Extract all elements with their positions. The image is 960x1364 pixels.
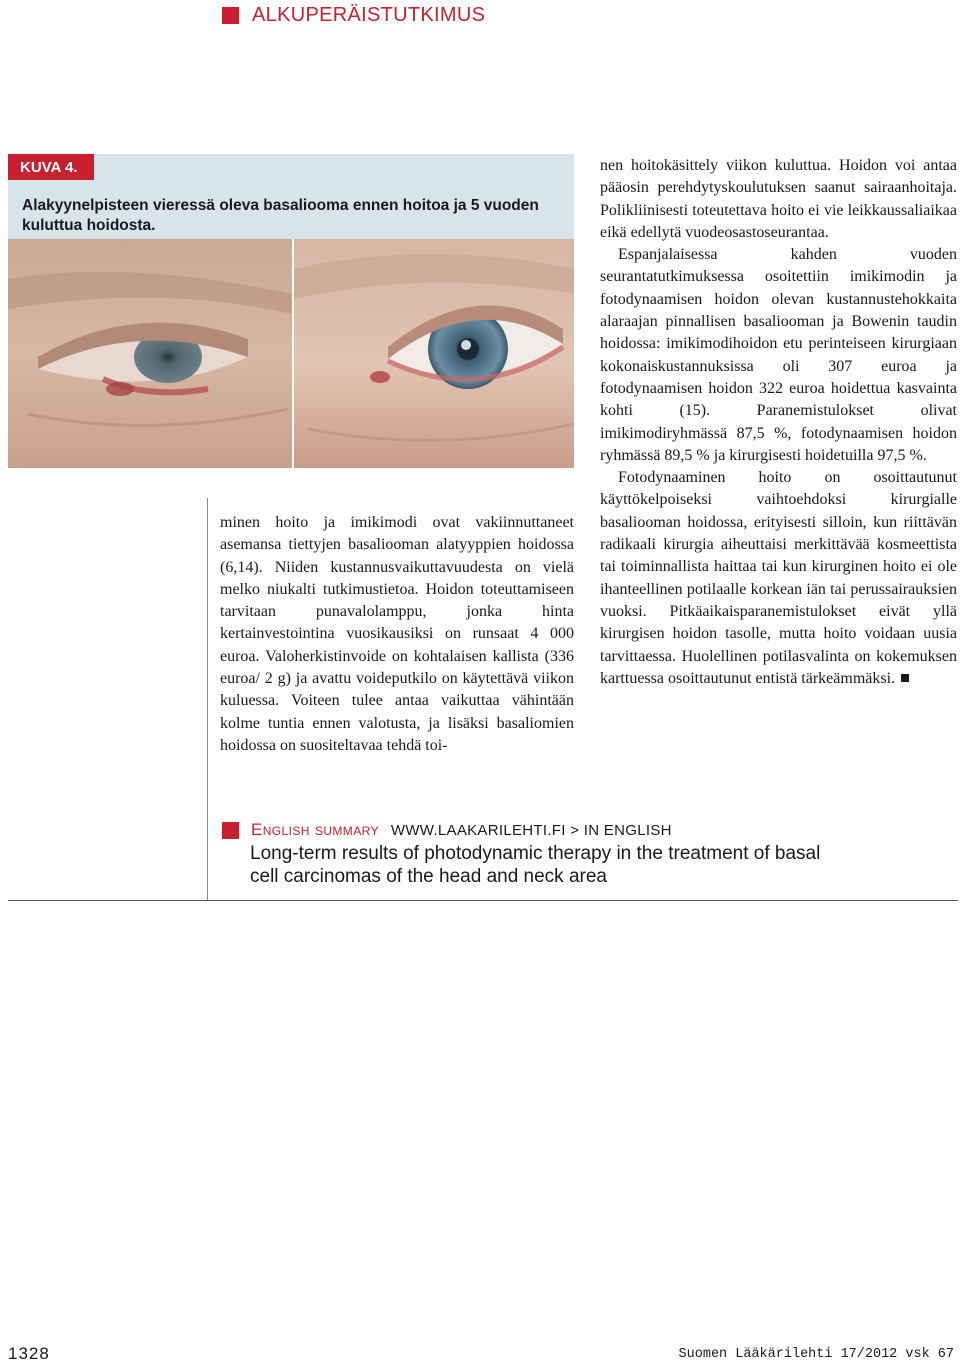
right-column (600, 155, 957, 690)
journal-info: Suomen Lääkärilehti 17/2012 vsk 67 (678, 1347, 954, 1362)
left-column (220, 512, 574, 757)
english-summary-title: Long-term results of photodynamic therapy in the treatment of basal cell carcinomas of the head and neck area (250, 843, 821, 887)
body-paragraph: minen hoito ja imikimodi ovat vakiinnuttaneet asemansa tiettyjen basaliooman alatyyppien hoidossa (6,14). Niiden kustannusvaikuttavuudesta on vielä melko niukalti tutkimustietoa. Hoidon toteuttamiseen tarvitaan punavalolamppu, jonka hinta kertainvestointina vuosikausiksi on runsaat 4 000 euroa. Valoherkistinvoide on kohtalaisen kallista (336 euroa/ 2 g) ja avattu voideputkilo on käytettävä viikon kuluessa. Voiteen tulee antaa vaikuttaa vähintään kolme tuntia ennen valotusta, ja lisäksi basaliomien hoidossa on suositeltavaa tehdä toi- (220, 514, 574, 754)
page-number: 1328 (8, 1344, 50, 1363)
summary-marker-icon (222, 822, 239, 839)
body-paragraph-last (600, 467, 957, 690)
figure-photo (8, 239, 574, 468)
body-paragraph-text: Fotodynaaminen hoito on osoittautunut käyttökelpoiseksi vaihtoehdoksi kirurgialle basaliooman hoidossa, erityisesti silloin, kun riittävän radikaali kirurgia aiheuttaisi merkittävää kosmeettista tai toiminnallista haittaa tai kun kirurginen hoito ei ole ihanteellinen potilaalle korkean iän tai perussairauksien vuoksi. Pitkäaikaisparanemistulokset eivät yllä kirurgisen hoidon tasolle, mutta hoito voidaan uusia tarvittaessa. Huolellinen potilasvalinta on kokemuksen karttuessa osoittautunut entistä tärkeämmäksi. (600, 469, 957, 687)
eye-photo-image (8, 239, 574, 468)
figure-tag: KUVA 4. (8, 154, 94, 180)
body-paragraph: nen hoitokäsittely viikon kuluttua. Hoidon voi antaa pääosin perehdytyskoulutuksen saanut sairaanhoitaja. Polikliinisesti toteutettava hoito ei vie leikkaussaliaikaa eikä edellytä vuodeosastoseurantaa. (600, 157, 957, 241)
summary-divider (8, 900, 958, 901)
column-divider (207, 498, 208, 900)
figure-caption: Alakyynelpisteen vieressä oleva basaliooma ennen hoitoa ja 5 vuoden kuluttua hoidosta. (22, 197, 539, 234)
english-summary-heading: English summary (251, 820, 379, 839)
english-summary-link[interactable]: WWW.LAAKARILEHTI.FI > IN ENGLISH (390, 821, 672, 839)
end-of-article-icon (901, 674, 909, 682)
english-summary-header (222, 820, 672, 840)
section-marker-icon (222, 7, 239, 24)
body-paragraph: Espanjalaisessa kahden vuoden seurantatutkimuksessa osoitettiin imikimodin ja fotodynaamisen hoidon olevan kustannustehokkaita alaraajan pinnallisen basaliooman ja Bowenin taudin hoidossa: imikimodihoidon etu perinteiseen kirurgiaan kokonaiskustannuksissa oli 307 euroa ja fotodynaamisen hoidon 322 euroa hoidettua kasvainta kohti (15). Paranemistulokset olivat imikimodiryhmässä 87,5 %, fotodynaamisen hoidon ryhmässä 89,5 % ja kirurgisesti hoidetuilla 97,5 %. (600, 246, 957, 464)
section-header (222, 4, 485, 26)
section-label: ALKUPERÄISTUTKIMUS (252, 3, 486, 26)
figure-box (8, 154, 574, 468)
